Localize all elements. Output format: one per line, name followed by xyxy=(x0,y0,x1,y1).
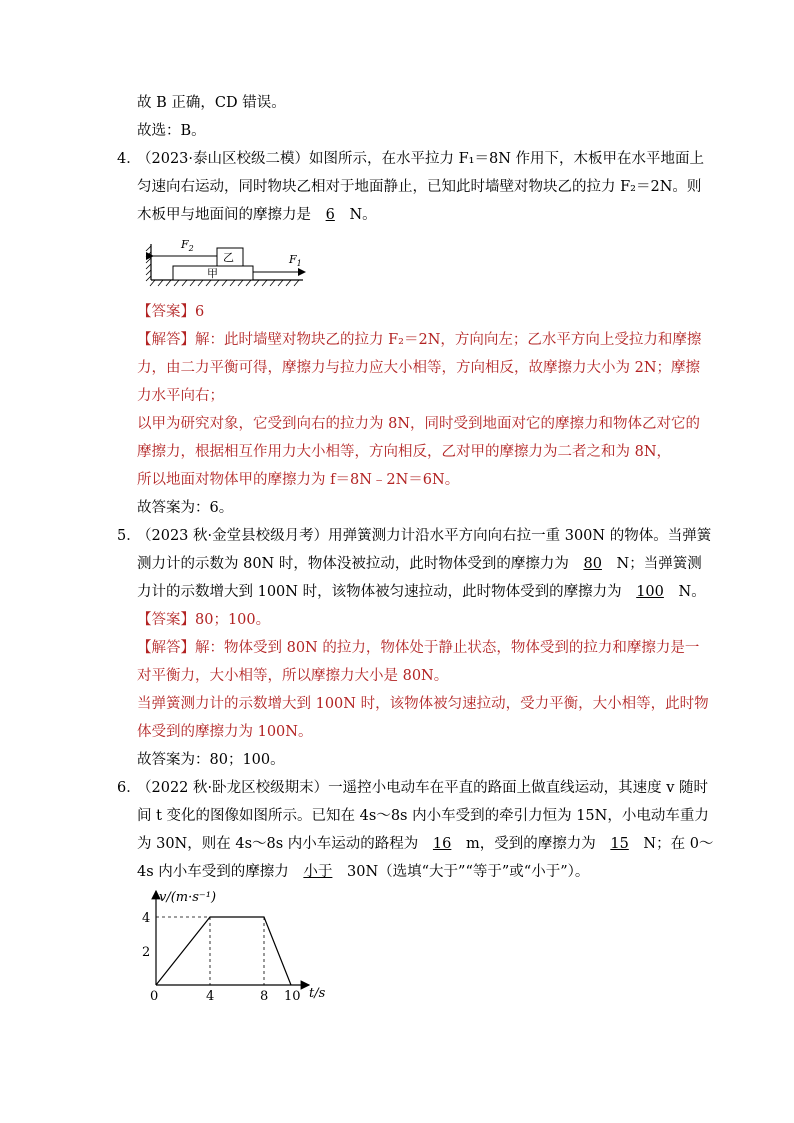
q6-text-1: （2022 秋·卧龙区校级期末）一遥控小电动车在平直的路面上做直线运动，其速度 v 随时 xyxy=(137,780,709,796)
block-yi-label: 乙 xyxy=(223,251,234,264)
q4-text-3a: 木板甲与地面间的摩擦力是 xyxy=(137,207,311,223)
q5-text-2b: N；当弹簧测 xyxy=(616,556,702,572)
q6-text-3a: 为 30N，则在 4s～8s 内小车运动的路程为 xyxy=(137,836,419,852)
q4-solution-7: 故答案为：6。 xyxy=(137,500,234,516)
q4-solution-4: 以甲为研究对象，它受到向右的拉力为 8N，同时受到地面对它的摩擦力和物体乙对它的 xyxy=(137,416,701,432)
q5-answer-blank-2: 100 xyxy=(636,584,664,600)
prev-text-2: 故选：B。 xyxy=(137,123,206,139)
q4-solution-1: 【解答】解：此时墙壁对物块乙的拉力 F₂＝2N，方向向左；乙水平方向上受拉力和摩擦 xyxy=(137,332,702,348)
y-axis-label: v/(m·s⁻¹) xyxy=(159,890,217,905)
f1-label: $F_1$ xyxy=(289,253,302,268)
q4-text-2: 匀速向右运动，同时物块乙相对于地面静止，已知此时墙壁对物块乙的拉力 F₂＝2N。则 xyxy=(137,179,702,195)
q6-text-4 xyxy=(137,862,589,882)
x-tick-label: 10 xyxy=(284,989,301,1004)
y-tick-label: 4 xyxy=(142,911,151,926)
velocity-series-line xyxy=(156,917,291,985)
x-tick-label: 8 xyxy=(260,989,269,1004)
q5-solution-2: 对平衡力，大小相等，所以摩擦力大小是 80N。 xyxy=(137,668,449,684)
prev-text-1: 故 B 正确，CD 错误。 xyxy=(137,95,286,111)
q4-solution-3: 力水平向右； xyxy=(137,388,224,404)
f2-label: $F_2$ xyxy=(181,238,194,253)
question-number-4: 4． xyxy=(117,151,141,167)
q6-answer-blank-1: 16 xyxy=(432,836,452,852)
q5-solution-5: 故答案为：80；100。 xyxy=(137,752,285,768)
q6-text-2: 间 t 变化的图像如图所示。已知在 4s～8s 内小车受到的牵引力恒为 15N，小电动车重力 xyxy=(137,808,709,824)
x-tick-label: 0 xyxy=(150,989,159,1004)
q4-text-3 xyxy=(137,205,377,225)
y-tick-label: 2 xyxy=(142,945,151,960)
q4-solution-5: 摩擦力，根据相互作用力大小相等，方向相反，乙对甲的摩擦力为二者之和为 8N， xyxy=(137,444,672,460)
q5-text-3b: N。 xyxy=(678,584,706,600)
x-axis-label: t/s xyxy=(309,986,326,1001)
q4-text-1: （2023·泰山区校级二模）如图所示，在水平拉力 F₁＝8N 作用下，木板甲在水平地面上 xyxy=(137,151,705,167)
x-tick-label: 4 xyxy=(206,989,215,1004)
q5-text-3a: 力计的示数增大到 100N 时，该物体被匀速拉动，此时物体受到的摩擦力为 xyxy=(137,584,622,600)
q5-text-2a: 测力计的示数为 80N 时，物体没被拉动，此时物体受到的摩擦力为 xyxy=(137,556,569,572)
q4-answer: 【答案】6 xyxy=(137,304,205,320)
q4-answer-blank: 6 xyxy=(325,207,335,223)
question-number-6: 6． xyxy=(117,780,141,796)
board-jia-label: 甲 xyxy=(207,267,218,280)
q5-solution-1: 【解答】解：物体受到 80N 的拉力，物体处于静止状态，物体受到的拉力和摩擦力是一 xyxy=(137,640,700,656)
q4-text-3b: N。 xyxy=(349,207,377,223)
q6-answer-blank-3: 小于 xyxy=(303,864,333,880)
q6-text-4a: 4s 内小车受到的摩擦力 xyxy=(137,864,289,880)
velocity-time-chart xyxy=(135,885,345,1010)
q5-solution-4: 体受到的摩擦力为 100N。 xyxy=(137,724,313,740)
q5-answer: 【答案】80；100。 xyxy=(137,612,271,628)
q4-solution-6: 所以地面对物体甲的摩擦力为 f＝8N﹣2N＝6N。 xyxy=(137,472,460,488)
q6-text-3b: m，受到的摩擦力为 xyxy=(465,836,596,852)
q5-text-3 xyxy=(137,582,706,602)
q6-answer-blank-2: 15 xyxy=(610,836,629,852)
q4-solution-2: 力，由二力平衡可得，摩擦力与拉力应大小相等，方向相反，故摩擦力大小为 2N；摩擦 xyxy=(137,360,701,376)
ground-hatch xyxy=(150,280,299,286)
question-number-5: 5． xyxy=(117,528,141,544)
q5-answer-blank-1: 80 xyxy=(583,556,602,572)
q5-text-2 xyxy=(137,554,702,574)
q6-text-3c: N；在 0～ xyxy=(643,836,714,852)
force-diagram xyxy=(145,236,315,296)
q5-text-1: （2023 秋·金堂县校级月考）用弹簧测力计沿水平方向向右拉一重 300N 的物体。当弹簧 xyxy=(137,528,712,544)
q5-solution-3: 当弹簧测力计的示数增大到 100N 时，该物体被匀速拉动，受力平衡，大小相等，此时物 xyxy=(137,696,709,712)
q6-text-3 xyxy=(137,834,713,854)
wall-hatch xyxy=(146,246,151,281)
q6-text-4b: 30N（选填“大于”“等于”或“小于”）。 xyxy=(347,864,590,880)
